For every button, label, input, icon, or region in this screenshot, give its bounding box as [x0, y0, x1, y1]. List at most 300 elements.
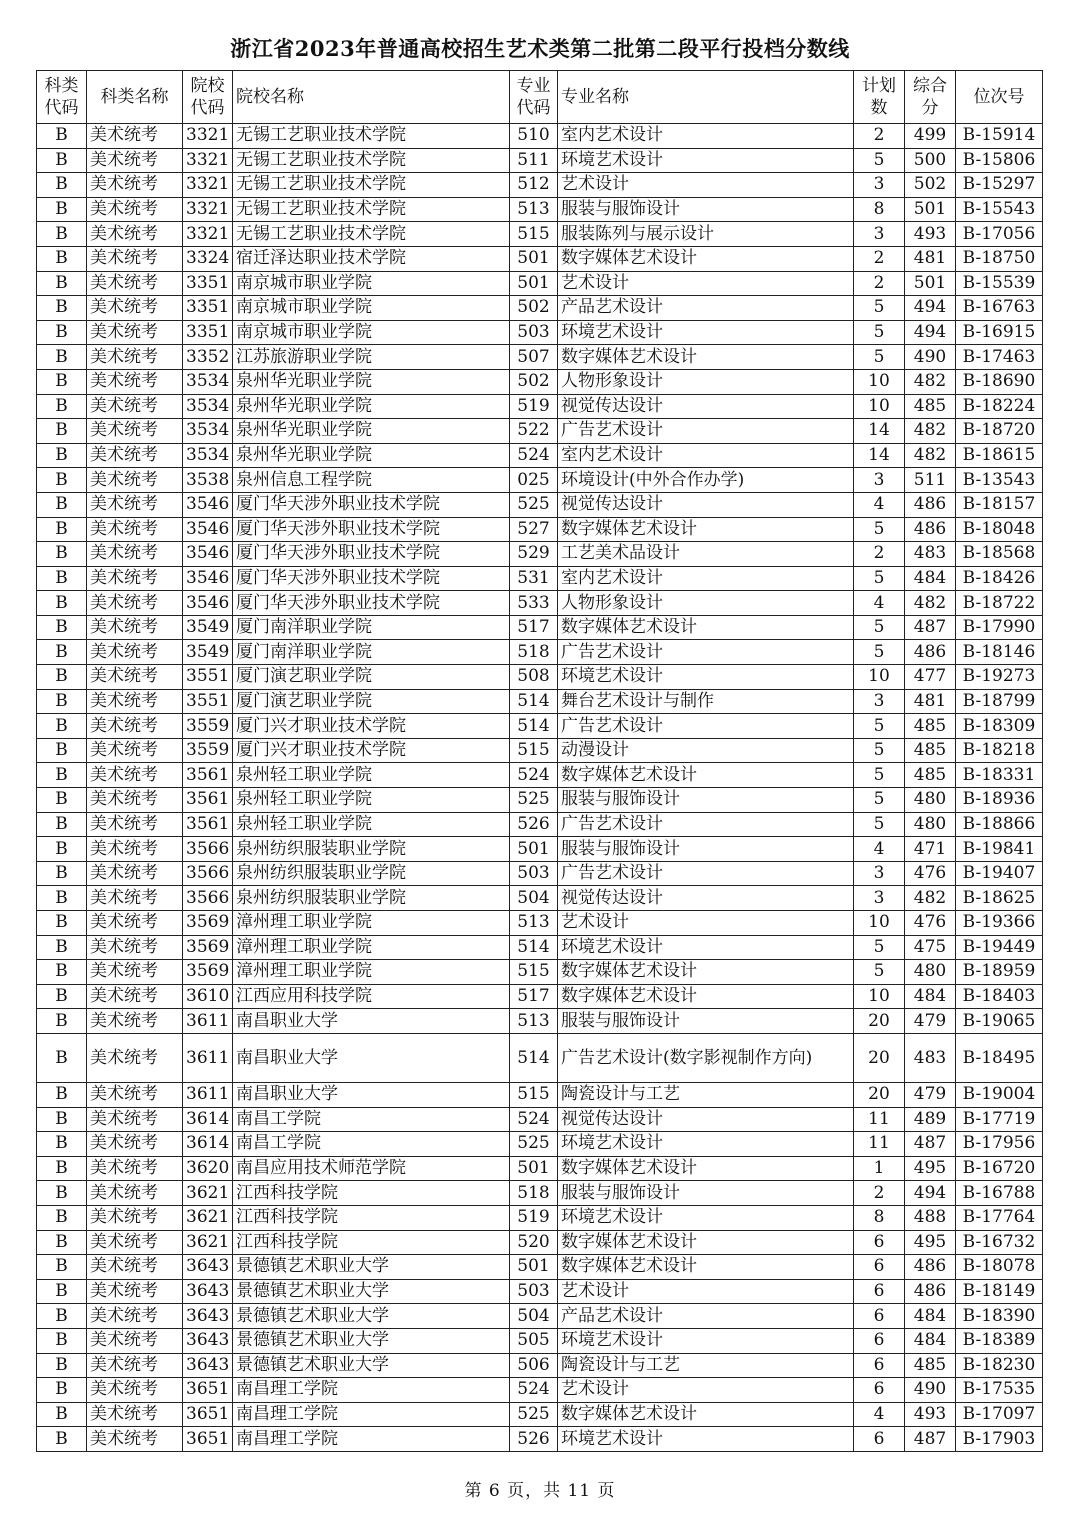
cell-major-name: 产品艺术设计	[558, 1304, 854, 1329]
cell-composite-score: 487	[905, 615, 956, 640]
cell-major-name: 环境艺术设计	[558, 1205, 854, 1230]
cell-plan-count: 8	[854, 197, 905, 222]
cell-school-code: 3620	[183, 1156, 233, 1181]
table-row	[37, 812, 1043, 837]
cell-school-name: 泉州信息工程学院	[233, 468, 510, 493]
cell-major-code: 504	[510, 1304, 558, 1329]
cell-school-code: 3569	[183, 935, 233, 960]
header-category-code: 科类代码	[37, 71, 87, 124]
cell-major-code: 525	[510, 492, 558, 517]
table-row	[37, 984, 1043, 1009]
cell-major-name: 环境艺术设计	[558, 1427, 854, 1452]
cell-category-name: 美术统考	[87, 1328, 183, 1353]
cell-major-code: 501	[510, 1255, 558, 1280]
cell-category-name: 美术统考	[87, 296, 183, 321]
table-header-row	[37, 71, 1043, 124]
cell-plan-count: 4	[854, 492, 905, 517]
cell-school-name: 景德镇艺术职业大学	[233, 1279, 510, 1304]
cell-school-name: 南昌理工学院	[233, 1427, 510, 1452]
cell-plan-count: 2	[854, 542, 905, 567]
cell-major-name: 陶瓷设计与工艺	[558, 1353, 854, 1378]
cell-rank-number: B-18426	[956, 566, 1043, 591]
cell-school-code: 3351	[183, 271, 233, 296]
cell-school-name: 厦门兴才职业技术学院	[233, 738, 510, 763]
cell-category-name: 美术统考	[87, 246, 183, 271]
cell-category-code: B	[37, 468, 87, 493]
cell-school-name: 厦门南洋职业学院	[233, 640, 510, 665]
cell-major-name: 环境艺术设计	[558, 1132, 854, 1157]
cell-major-name: 数字媒体艺术设计	[558, 1402, 854, 1427]
cell-school-name: 泉州轻工职业学院	[233, 812, 510, 837]
cell-plan-count: 6	[854, 1353, 905, 1378]
cell-major-name: 服装与服饰设计	[558, 837, 854, 862]
table-body	[37, 124, 1043, 1452]
cell-plan-count: 20	[854, 1009, 905, 1034]
cell-plan-count: 5	[854, 296, 905, 321]
cell-category-code: B	[37, 689, 87, 714]
cell-major-name: 广告艺术设计	[558, 419, 854, 444]
cell-category-name: 美术统考	[87, 1230, 183, 1255]
cell-plan-count: 5	[854, 566, 905, 591]
cell-category-code: B	[37, 443, 87, 468]
cell-major-name: 舞台艺术设计与制作	[558, 689, 854, 714]
table-row	[37, 788, 1043, 813]
cell-major-name: 陶瓷设计与工艺	[558, 1082, 854, 1107]
cell-school-code: 3566	[183, 886, 233, 911]
cell-plan-count: 5	[854, 640, 905, 665]
cell-major-code: 526	[510, 1427, 558, 1452]
cell-category-code: B	[37, 197, 87, 222]
document-title: 浙江省2023年普通高校招生艺术类第二批第二段平行投档分数线	[230, 36, 850, 61]
cell-plan-count: 2	[854, 1181, 905, 1206]
cell-category-name: 美术统考	[87, 1255, 183, 1280]
cell-rank-number: B-17956	[956, 1132, 1043, 1157]
cell-school-code: 3551	[183, 689, 233, 714]
cell-school-code: 3561	[183, 812, 233, 837]
cell-category-code: B	[37, 1230, 87, 1255]
cell-plan-count: 11	[854, 1107, 905, 1132]
cell-major-name: 数字媒体艺术设计	[558, 246, 854, 271]
cell-major-code: 527	[510, 517, 558, 542]
cell-rank-number: B-18389	[956, 1328, 1043, 1353]
cell-composite-score: 501	[905, 271, 956, 296]
cell-rank-number: B-19407	[956, 861, 1043, 886]
table-row	[37, 296, 1043, 321]
cell-school-code: 3324	[183, 246, 233, 271]
cell-school-code: 3610	[183, 984, 233, 1009]
cell-category-code: B	[37, 1033, 87, 1082]
cell-category-name: 美术统考	[87, 738, 183, 763]
cell-school-name: 江西科技学院	[233, 1230, 510, 1255]
cell-school-code: 3559	[183, 738, 233, 763]
cell-rank-number: B-18936	[956, 788, 1043, 813]
cell-school-code: 3321	[183, 222, 233, 247]
cell-category-name: 美术统考	[87, 1427, 183, 1452]
cell-category-code: B	[37, 345, 87, 370]
cell-major-code: 502	[510, 296, 558, 321]
cell-school-code: 3611	[183, 1009, 233, 1034]
cell-school-code: 3351	[183, 320, 233, 345]
cell-rank-number: B-18230	[956, 1353, 1043, 1378]
cell-school-code: 3321	[183, 197, 233, 222]
cell-composite-score: 480	[905, 960, 956, 985]
cell-category-code: B	[37, 124, 87, 149]
cell-school-code: 3614	[183, 1107, 233, 1132]
cell-major-name: 艺术设计	[558, 271, 854, 296]
cell-category-code: B	[37, 665, 87, 690]
cell-plan-count: 6	[854, 1255, 905, 1280]
cell-school-name: 厦门华天涉外职业技术学院	[233, 542, 510, 567]
cell-rank-number: B-15806	[956, 148, 1043, 173]
cell-major-code: 525	[510, 1402, 558, 1427]
cell-composite-score: 484	[905, 984, 956, 1009]
cell-composite-score: 486	[905, 1255, 956, 1280]
cell-major-code: 501	[510, 246, 558, 271]
cell-school-name: 泉州华光职业学院	[233, 419, 510, 444]
cell-major-name: 艺术设计	[558, 1378, 854, 1403]
table-row	[37, 320, 1043, 345]
cell-major-name: 人物形象设计	[558, 591, 854, 616]
cell-school-name: 漳州理工职业学院	[233, 960, 510, 985]
cell-school-code: 3538	[183, 468, 233, 493]
cell-plan-count: 8	[854, 1205, 905, 1230]
cell-composite-score: 490	[905, 1378, 956, 1403]
cell-plan-count: 5	[854, 517, 905, 542]
cell-category-name: 美术统考	[87, 837, 183, 862]
cell-plan-count: 10	[854, 394, 905, 419]
cell-plan-count: 4	[854, 837, 905, 862]
cell-rank-number: B-17097	[956, 1402, 1043, 1427]
cell-school-name: 江西科技学院	[233, 1205, 510, 1230]
cell-category-name: 美术统考	[87, 591, 183, 616]
cell-plan-count: 5	[854, 935, 905, 960]
cell-category-name: 美术统考	[87, 468, 183, 493]
table-row	[37, 1230, 1043, 1255]
cell-school-code: 3651	[183, 1402, 233, 1427]
cell-major-name: 数字媒体艺术设计	[558, 345, 854, 370]
header-composite-score: 综合分	[905, 71, 956, 124]
cell-category-name: 美术统考	[87, 1304, 183, 1329]
cell-plan-count: 5	[854, 788, 905, 813]
cell-composite-score: 481	[905, 246, 956, 271]
cell-major-name: 视觉传达设计	[558, 886, 854, 911]
cell-category-code: B	[37, 738, 87, 763]
cell-category-name: 美术统考	[87, 1353, 183, 1378]
cell-school-code: 3561	[183, 763, 233, 788]
cell-school-name: 厦门演艺职业学院	[233, 689, 510, 714]
cell-plan-count: 14	[854, 419, 905, 444]
cell-composite-score: 502	[905, 173, 956, 198]
cell-category-name: 美术统考	[87, 1156, 183, 1181]
table-row	[37, 837, 1043, 862]
cell-school-code: 3546	[183, 566, 233, 591]
cell-school-code: 3651	[183, 1378, 233, 1403]
cell-rank-number: B-16763	[956, 296, 1043, 321]
cell-rank-number: B-18146	[956, 640, 1043, 665]
cell-school-name: 南昌职业大学	[233, 1082, 510, 1107]
cell-school-name: 景德镇艺术职业大学	[233, 1304, 510, 1329]
cell-school-code: 3534	[183, 394, 233, 419]
cell-plan-count: 5	[854, 345, 905, 370]
cell-category-name: 美术统考	[87, 394, 183, 419]
cell-plan-count: 11	[854, 1132, 905, 1157]
cell-rank-number: B-18959	[956, 960, 1043, 985]
cell-school-code: 3643	[183, 1255, 233, 1280]
cell-major-name: 服装与服饰设计	[558, 1181, 854, 1206]
cell-composite-score: 494	[905, 320, 956, 345]
cell-composite-score: 476	[905, 911, 956, 936]
cell-major-code: 519	[510, 1205, 558, 1230]
cell-rank-number: B-18309	[956, 714, 1043, 739]
cell-plan-count: 5	[854, 320, 905, 345]
cell-category-code: B	[37, 788, 87, 813]
cell-rank-number: B-17764	[956, 1205, 1043, 1230]
cell-category-name: 美术统考	[87, 812, 183, 837]
cell-plan-count: 5	[854, 615, 905, 640]
cell-rank-number: B-18495	[956, 1033, 1043, 1082]
cell-major-name: 环境艺术设计	[558, 1328, 854, 1353]
table-row	[37, 1132, 1043, 1157]
cell-rank-number: B-18568	[956, 542, 1043, 567]
cell-major-code: 514	[510, 689, 558, 714]
cell-category-name: 美术统考	[87, 222, 183, 247]
cell-major-code: 525	[510, 788, 558, 813]
cell-major-code: 531	[510, 566, 558, 591]
cell-school-name: 南昌工学院	[233, 1107, 510, 1132]
cell-composite-score: 482	[905, 369, 956, 394]
cell-major-name: 服装陈列与展示设计	[558, 222, 854, 247]
cell-plan-count: 2	[854, 271, 905, 296]
table-row	[37, 271, 1043, 296]
cell-school-name: 泉州华光职业学院	[233, 443, 510, 468]
cell-category-name: 美术统考	[87, 443, 183, 468]
cell-rank-number: B-19004	[956, 1082, 1043, 1107]
cell-plan-count: 14	[854, 443, 905, 468]
cell-category-code: B	[37, 1328, 87, 1353]
table-row	[37, 1427, 1043, 1452]
cell-school-code: 3561	[183, 788, 233, 813]
cell-composite-score: 490	[905, 345, 956, 370]
cell-school-name: 泉州轻工职业学院	[233, 788, 510, 813]
cell-rank-number: B-18331	[956, 763, 1043, 788]
cell-school-name: 南昌工学院	[233, 1132, 510, 1157]
cell-major-code: 517	[510, 984, 558, 1009]
cell-category-name: 美术统考	[87, 492, 183, 517]
cell-rank-number: B-17535	[956, 1378, 1043, 1403]
cell-major-code: 502	[510, 369, 558, 394]
cell-major-code: 524	[510, 443, 558, 468]
table-row	[37, 911, 1043, 936]
cell-major-code: 515	[510, 738, 558, 763]
cell-composite-score: 495	[905, 1230, 956, 1255]
cell-category-name: 美术统考	[87, 640, 183, 665]
cell-composite-score: 489	[905, 1107, 956, 1132]
cell-rank-number: B-17990	[956, 615, 1043, 640]
cell-major-name: 工艺美术品设计	[558, 542, 854, 567]
cell-category-name: 美术统考	[87, 1279, 183, 1304]
cell-major-name: 环境艺术设计	[558, 665, 854, 690]
cell-category-code: B	[37, 566, 87, 591]
cell-plan-count: 5	[854, 960, 905, 985]
cell-plan-count: 10	[854, 911, 905, 936]
cell-school-code: 3321	[183, 124, 233, 149]
cell-major-name: 环境艺术设计	[558, 148, 854, 173]
cell-school-code: 3621	[183, 1181, 233, 1206]
cell-major-name: 数字媒体艺术设计	[558, 1156, 854, 1181]
cell-rank-number: B-18722	[956, 591, 1043, 616]
cell-school-name: 厦门南洋职业学院	[233, 615, 510, 640]
cell-major-code: 507	[510, 345, 558, 370]
cell-school-name: 厦门兴才职业技术学院	[233, 714, 510, 739]
cell-major-name: 数字媒体艺术设计	[558, 615, 854, 640]
cell-category-name: 美术统考	[87, 148, 183, 173]
cell-category-name: 美术统考	[87, 542, 183, 567]
cell-school-name: 南昌职业大学	[233, 1009, 510, 1034]
cell-category-code: B	[37, 1181, 87, 1206]
cell-school-code: 3643	[183, 1328, 233, 1353]
cell-category-name: 美术统考	[87, 1082, 183, 1107]
cell-major-code: 504	[510, 886, 558, 911]
cell-major-name: 数字媒体艺术设计	[558, 517, 854, 542]
cell-category-name: 美术统考	[87, 911, 183, 936]
cell-school-name: 泉州纺织服装职业学院	[233, 837, 510, 862]
cell-school-name: 南昌理工学院	[233, 1402, 510, 1427]
page-footer: 第 6 页，共 11 页	[464, 1481, 616, 1501]
cell-category-code: B	[37, 394, 87, 419]
table-row	[37, 1181, 1043, 1206]
cell-category-name: 美术统考	[87, 665, 183, 690]
cell-plan-count: 10	[854, 369, 905, 394]
cell-category-code: B	[37, 222, 87, 247]
cell-composite-score: 511	[905, 468, 956, 493]
cell-plan-count: 5	[854, 714, 905, 739]
cell-composite-score: 487	[905, 1132, 956, 1157]
table-row	[37, 1205, 1043, 1230]
cell-category-name: 美术统考	[87, 615, 183, 640]
cell-plan-count: 6	[854, 1279, 905, 1304]
table-row	[37, 763, 1043, 788]
cell-category-name: 美术统考	[87, 517, 183, 542]
cell-major-name: 广告艺术设计	[558, 714, 854, 739]
cell-rank-number: B-17463	[956, 345, 1043, 370]
cell-plan-count: 10	[854, 665, 905, 690]
cell-category-name: 美术统考	[87, 935, 183, 960]
cell-category-code: B	[37, 246, 87, 271]
cell-major-name: 服装与服饰设计	[558, 788, 854, 813]
cell-category-code: B	[37, 492, 87, 517]
cell-rank-number: B-18799	[956, 689, 1043, 714]
cell-major-code: 514	[510, 1033, 558, 1082]
table-row	[37, 591, 1043, 616]
cell-school-code: 3534	[183, 419, 233, 444]
cell-rank-number: B-16915	[956, 320, 1043, 345]
table-row	[37, 246, 1043, 271]
cell-category-code: B	[37, 1107, 87, 1132]
cell-category-name: 美术统考	[87, 861, 183, 886]
cell-rank-number: B-18224	[956, 394, 1043, 419]
cell-school-name: 江西应用科技学院	[233, 984, 510, 1009]
cell-major-name: 服装与服饰设计	[558, 1009, 854, 1034]
cell-category-name: 美术统考	[87, 1033, 183, 1082]
table-row	[37, 1279, 1043, 1304]
cell-plan-count: 3	[854, 689, 905, 714]
cell-category-name: 美术统考	[87, 566, 183, 591]
cell-school-code: 3566	[183, 837, 233, 862]
table-row	[37, 738, 1043, 763]
cell-major-code: 515	[510, 1082, 558, 1107]
table-row	[37, 443, 1043, 468]
cell-plan-count: 1	[854, 1156, 905, 1181]
cell-category-name: 美术统考	[87, 1402, 183, 1427]
cell-major-name: 环境设计(中外合作办学)	[558, 468, 854, 493]
table-row	[37, 1328, 1043, 1353]
cell-rank-number: B-18218	[956, 738, 1043, 763]
cell-major-name: 环境艺术设计	[558, 935, 854, 960]
cell-school-name: 漳州理工职业学院	[233, 935, 510, 960]
cell-composite-score: 485	[905, 763, 956, 788]
cell-school-code: 3534	[183, 443, 233, 468]
cell-category-code: B	[37, 1255, 87, 1280]
cell-composite-score: 495	[905, 1156, 956, 1181]
cell-rank-number: B-18866	[956, 812, 1043, 837]
cell-school-code: 3614	[183, 1132, 233, 1157]
header-category-name: 科类名称	[87, 71, 183, 124]
cell-school-name: 无锡工艺职业技术学院	[233, 222, 510, 247]
cell-major-name: 服装与服饰设计	[558, 197, 854, 222]
cell-major-name: 数字媒体艺术设计	[558, 1255, 854, 1280]
cell-major-name: 室内艺术设计	[558, 566, 854, 591]
cell-composite-score: 479	[905, 1009, 956, 1034]
cell-major-name: 室内艺术设计	[558, 443, 854, 468]
cell-category-code: B	[37, 886, 87, 911]
cell-plan-count: 5	[854, 148, 905, 173]
cell-category-code: B	[37, 1156, 87, 1181]
cell-plan-count: 6	[854, 1427, 905, 1452]
cell-school-name: 南昌应用技术师范学院	[233, 1156, 510, 1181]
cell-rank-number: B-15297	[956, 173, 1043, 198]
cell-plan-count: 2	[854, 246, 905, 271]
cell-composite-score: 486	[905, 517, 956, 542]
cell-school-code: 3569	[183, 960, 233, 985]
cell-school-code: 3566	[183, 861, 233, 886]
cell-plan-count: 3	[854, 468, 905, 493]
header-major-name: 专业名称	[558, 71, 854, 124]
cell-school-name: 江苏旅游职业学院	[233, 345, 510, 370]
cell-composite-score: 486	[905, 640, 956, 665]
cell-composite-score: 479	[905, 1082, 956, 1107]
cell-plan-count: 6	[854, 1378, 905, 1403]
cell-category-name: 美术统考	[87, 689, 183, 714]
cell-category-code: B	[37, 1009, 87, 1034]
cell-school-name: 漳州理工职业学院	[233, 911, 510, 936]
table-row	[37, 419, 1043, 444]
admission-score-table	[36, 70, 1043, 1452]
cell-composite-score: 483	[905, 1033, 956, 1082]
cell-plan-count: 5	[854, 763, 905, 788]
table-row	[37, 517, 1043, 542]
cell-category-code: B	[37, 1378, 87, 1403]
cell-category-name: 美术统考	[87, 345, 183, 370]
cell-rank-number: B-19841	[956, 837, 1043, 862]
cell-rank-number: B-15543	[956, 197, 1043, 222]
table-row	[37, 665, 1043, 690]
cell-school-code: 3621	[183, 1205, 233, 1230]
cell-composite-score: 493	[905, 1402, 956, 1427]
cell-school-name: 南昌职业大学	[233, 1033, 510, 1082]
table-row	[37, 714, 1043, 739]
cell-major-code: 524	[510, 763, 558, 788]
cell-category-code: B	[37, 812, 87, 837]
